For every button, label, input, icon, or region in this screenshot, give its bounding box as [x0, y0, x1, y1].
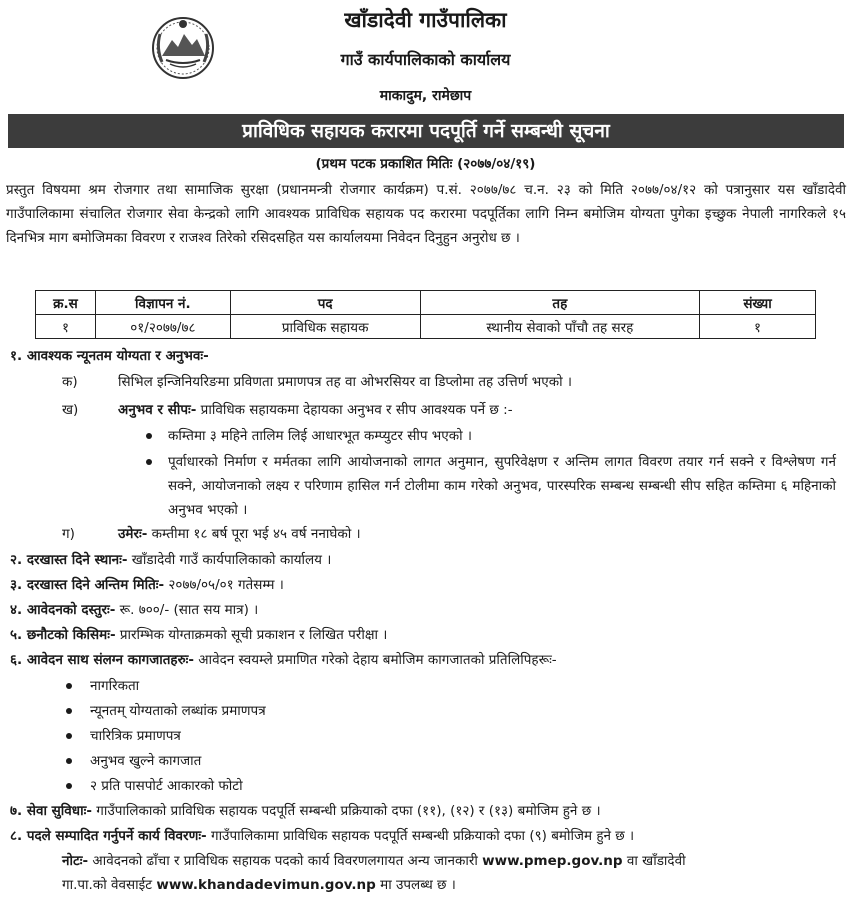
section-text: गाउँपालिकामा प्राविधिक सहायक पदपूर्ति सम्बन्धी प्रक्रियाको दफा (९) बमोजिम हुने छ । — [206, 828, 635, 844]
bullet-icon — [66, 683, 72, 689]
intro-paragraph: प्रस्तुत विषयमा श्रम रोजगार तथा सामाजिक सुरक्षा (प्रधानमन्त्री रोजगार कार्यक्रम) प.सं. २०७७/७८ च.न. २३ को मिति २०७७/०४/१२ को पत्रानुसार यस खाँडादेवी गाउँपालिकामा संचालित रोजगार सेवा केन्द्रको लागि आवश्यक प्राविधिक सहायक पद करारमा पदपूर्तिका लागि निम्न बमोजिम योग्यता पुगेका इच्छुक नेपाली नागरिकले १५ दिनभित्र माग बमोजिमका विवरण र राजश्व तिरेको रसिदसहित यस कार्यालयमा निवेदन दिनुहुन अनुरोध छ । — [6, 182, 846, 246]
qualification-text: सिभिल इन्जिनियरिङमा प्रविणता प्रमाणपत्र तह वा ओभरसियर वा डिप्लोमा तह उत्तिर्ण भएको । — [118, 374, 572, 390]
table-cell: प्राविधिक सहायक — [230, 315, 420, 339]
note-text: मा उपलब्ध छ । — [375, 877, 456, 893]
experience-line — [118, 398, 513, 422]
section-3 — [10, 573, 284, 597]
item-marker: क) — [62, 374, 78, 390]
bullet-icon — [66, 733, 72, 739]
table-cell: १ — [700, 315, 816, 339]
bullet-icon — [66, 758, 72, 764]
document-item: अनुभव खुल्ने कागजात — [90, 753, 202, 769]
note-line-2 — [62, 873, 456, 897]
section-8 — [10, 824, 845, 848]
section-text: रू. ७००/- (सात सय मात्र) । — [115, 602, 259, 618]
section-label: २. दरखास्त दिने स्थानः- — [10, 552, 128, 568]
section-text: आवेदन स्वयम्ले प्रमाणित गरेको देहाय बमोजिम कागजातको प्रतिलिपिहरूः- — [193, 652, 557, 668]
column-header: तह — [420, 291, 700, 315]
section-label: ३. दरखास्त दिने अन्तिम मितिः- — [10, 577, 165, 593]
age-line — [118, 522, 361, 546]
section-label: ४. आवेदनको दस्तुरः- — [10, 602, 116, 618]
section-label: ६. आवेदन साथ संलग्न कागजातहरुः- — [10, 652, 194, 668]
section-text: प्रारम्भिक योग्ताक्रमको सूची प्रकाशन र लिखित परीक्षा । — [115, 627, 388, 643]
note-label: नोटः- — [62, 853, 89, 869]
document-item: न्यूनतम् योग्यताको लब्धांक प्रमाणपत्र — [90, 703, 266, 719]
section-label: ७. सेवा सुविधाः- — [10, 803, 92, 819]
document-item: चारित्रिक प्रमाणपत्र — [90, 728, 181, 744]
letterhead — [0, 0, 851, 112]
section-4 — [10, 598, 258, 622]
section-6 — [10, 648, 557, 672]
section-text: खाँडादेवी गाउँ कार्यपालिकाको कार्यालय । — [127, 552, 332, 568]
item-marker: ख) — [62, 402, 79, 418]
bullet-icon — [146, 459, 152, 465]
section-label: ८. पदले सम्पादित गर्नुपर्ने कार्य विवरणः- — [10, 828, 207, 844]
age-label: उमेरः- — [118, 526, 148, 542]
experience-text: प्राविधिक सहायकमा देहायका अनुभव र सीप आवश्यक पर्ने छ :- — [196, 402, 513, 418]
column-header: क्र.स — [36, 291, 96, 315]
published-date: (प्रथम पटक प्रकाशित मितिः (२०७७/०४/१९) — [315, 156, 536, 172]
table-cell: स्थानीय सेवाको पाँचौ तह सरह — [420, 315, 700, 339]
section-5 — [10, 623, 387, 647]
document-item: २ प्रति पासपोर्ट आकारको फोटो — [90, 778, 243, 794]
document-item: नागरिकता — [90, 678, 140, 694]
section-2 — [10, 548, 331, 572]
age-text: कम्तीमा १८ बर्ष पूरा भई ४५ वर्ष ननाघेको । — [147, 526, 361, 542]
section-1-title: १. आवश्यक न्यूनतम योग्यता र अनुभवः- — [10, 348, 209, 364]
office-name: खाँडादेवी गाउँपालिका — [344, 8, 507, 32]
office-address: माकादुम, रामेछाप — [379, 88, 472, 104]
table-row — [36, 315, 816, 339]
section-text: गाउँपालिकाको प्राविधिक सहायक पदपूर्ति सम्बन्धी प्रक्रियाको दफा (११), (१२) र (१३) बमोजिम हुने छ । — [91, 803, 601, 819]
column-header: पद — [230, 291, 420, 315]
pmep-website-link[interactable]: www.pmep.gov.np — [482, 853, 623, 869]
section-label: ५. छनौटको किसिमः- — [10, 627, 116, 643]
bullet-icon — [146, 433, 152, 439]
experience-bullet: कम्तिमा ३ महिने तालिम लिई आधारभूत कम्प्युटर सीप भएको । — [168, 428, 473, 444]
table-cell: १ — [36, 315, 96, 339]
section-text: २०७७/०५/०१ गतेसम्म । — [164, 577, 284, 593]
column-header: विज्ञापन नं. — [95, 291, 230, 315]
bullet-icon — [66, 783, 72, 789]
experience-bullet: पूर्वाधारको निर्माण र मर्मतका लागि आयोजनाको लागत अनुमान, सुपरिवेक्षण र अन्तिम लागत विवरण तयार गर्न सक्ने र विश्लेषण गर्न सक्ने, आयोजनाको लक्ष्य र परिणाम हासिल गर्न टोलीमा काम गरेको अनुभव, पारस्परिक सम्बन्ध सम्बन्धी सीप सहित कम्तिमा ६ महिनाको अनुभव भएको । — [168, 454, 836, 518]
item-marker: ग) — [62, 526, 75, 542]
note-text: वा खाँडादेवी — [622, 853, 686, 869]
table-cell: ०१/२०७७/७८ — [95, 315, 230, 339]
municipality-website-link[interactable]: www.khandadevimun.gov.np — [156, 877, 376, 893]
column-header: संख्या — [700, 291, 816, 315]
note-text: आवेदनको ढाँचा र प्राविधिक सहायक पदको कार्य विवरणलगायत अन्य जानकारी — [88, 853, 483, 869]
experience-label: अनुभव र सीपः- — [118, 402, 197, 418]
office-subtitle: गाउँ कार्यपालिकाको कार्यालय — [340, 50, 511, 69]
note-text: गा.पा.को वेवसाईट — [62, 877, 157, 893]
notice-heading: प्राविधिक सहायक करारमा पदपूर्ति गर्ने सम्बन्धी सूचना — [8, 114, 844, 148]
vacancy-table — [35, 290, 816, 339]
table-header-row — [36, 291, 816, 315]
section-7 — [10, 799, 845, 823]
note-paragraph — [62, 849, 842, 873]
bullet-icon — [66, 708, 72, 714]
